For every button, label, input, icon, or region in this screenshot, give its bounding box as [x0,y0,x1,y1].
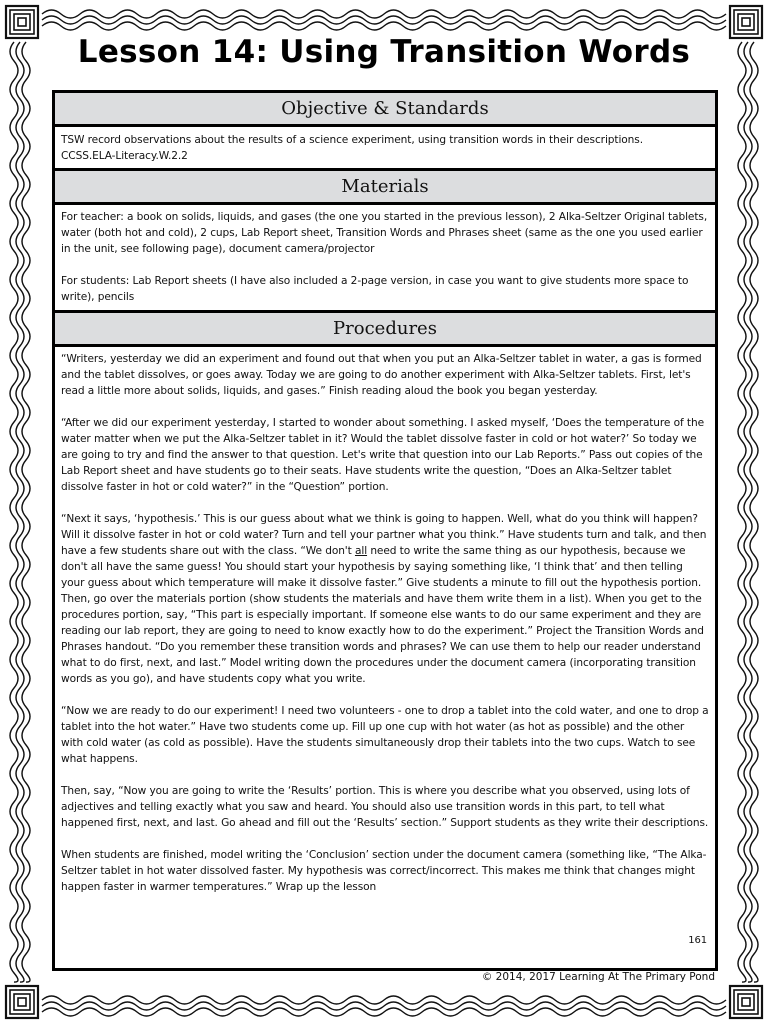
procedure-text: need to write the same thing as our hypothesis, because we don't all have the same guess! You should start your hypothesis by saying something like, ‘I think that’ and then telling your guess about which temperature will make it dissolve faster.” Give students a minute to fill out the hypothesis portion. Then, go over the materials portion (show students the materials and have them write them in a list). When you get to the procedures portion, say, “This part is especially important. If someone else wants to do our same experiment and they are reading our lab report, they are going to need to know exactly how to do the experiment.” Project the Transition Words and Phrases handout. “Do you remember these transition words and phrases? We can use them to help our reader understand what to do first, next, and last.” Model writing down the procedures under the document camera (incorporating transition words as you go), and have students copy what you write. [61,545,704,685]
objective-section [55,93,715,168]
objective-body [55,127,715,168]
spiral-corner-icon [730,986,762,1018]
materials-teacher: For teacher: a book on solids, liquids, and gases (the one you started in the previous lesson), 2 Alka-Seltzer Original tablets, water (both hot and cold), 2 cups, Lab Report sheet, Transition Words and Phrases sheet (same as the one you used earlier in the unit, see following page), document camera/projector [61,211,708,255]
objective-heading: Objective & Standards [55,93,715,127]
emphasized-word: all [354,545,368,557]
procedure-paragraph [61,511,709,687]
materials-body [55,205,715,310]
procedure-text: “Next it says, ‘hypothesis.’ This is our guess about what we think is going to happen. Well, what do you think will happen? Will it dissolve faster in hot or cold water? Turn and tell your partner what you think.” Have students turn and talk, and then have a few students share out with the class. “We don't [61,513,707,557]
spiral-corner-icon [6,986,38,1018]
copyright-notice: © 2014, 2017 Learning At The Primary Pond [481,971,715,983]
page-number: 161 [688,935,707,946]
materials-section [55,171,715,310]
procedure-paragraph: “Now we are ready to do our experiment! I need two volunteers - one to drop a tablet into the cold water, and one to drop a tablet into the hot water.” Have two students come up. Fill up one cup with hot water (as hot as possible) and the other with cold water (as cold as possible). Have the students simultaneously drop their tablets into the two cups. Watch to see what happens. [61,705,709,765]
procedure-paragraph: Then, say, “Now you are going to write the ‘Results’ portion. This is where you describe what you observed, using lots of adjectives and telling exactly what you saw and heard. You should also use transition words in this part, to tell what happened first, next, and last. Go ahead and fill out the ‘Results’ section.” Support students as they write their descriptions. [61,785,709,829]
procedure-paragraph: “Writers, yesterday we did an experiment and found out that when you put an Alka-Seltzer tablet in water, a gas is formed and the tablet dissolves, or goes away. Today we are going to do another experiment with Alka-Seltzer tablets. First, let's read a little more about solids, liquids, and gases.” Finish reading aloud the book you began yesterday. [61,353,702,397]
page-title: Lesson 14: Using Transition Words [77,34,691,70]
materials-students: For students: Lab Report sheets (I have also included a 2-page version, in case you want to give students more space to write), pencils [61,275,689,303]
materials-heading: Materials [55,171,715,205]
objective-text: TSW record observations about the results of a science experiment, using transition words in their descriptions. [61,134,643,146]
lesson-sheet [52,90,718,971]
standard-text: CCSS.ELA-Literacy.W.2.2 [61,150,188,162]
procedures-body [55,347,715,953]
procedures-section [55,313,715,953]
procedure-paragraph: “After we did our experiment yesterday, I started to wonder about something. I asked myself, ‘Does the temperature of the water matter when we put the Alka-Seltzer tablet in it? Would the tablet dissolve faster in cold or hot water?’ So today we are going to try and find the answer to that question. Let's write that question into our Lab Reports.” Pass out copies of the Lab Report sheet and have students go to their seats. Have students write the question, “Does an Alka-Seltzer tablet dissolve faster in hot or cold water?” in the “Question” portion. [61,417,704,493]
procedures-heading: Procedures [55,313,715,347]
procedure-paragraph: When students are finished, model writing the ‘Conclusion’ section under the document camera (something like, “The Alka-Seltzer tablet in hot water dissolved faster. My hypothesis was correct/incorrect. This makes me think that changes might happen faster in warmer temperatures.” Wrap up the lesson [61,849,707,893]
